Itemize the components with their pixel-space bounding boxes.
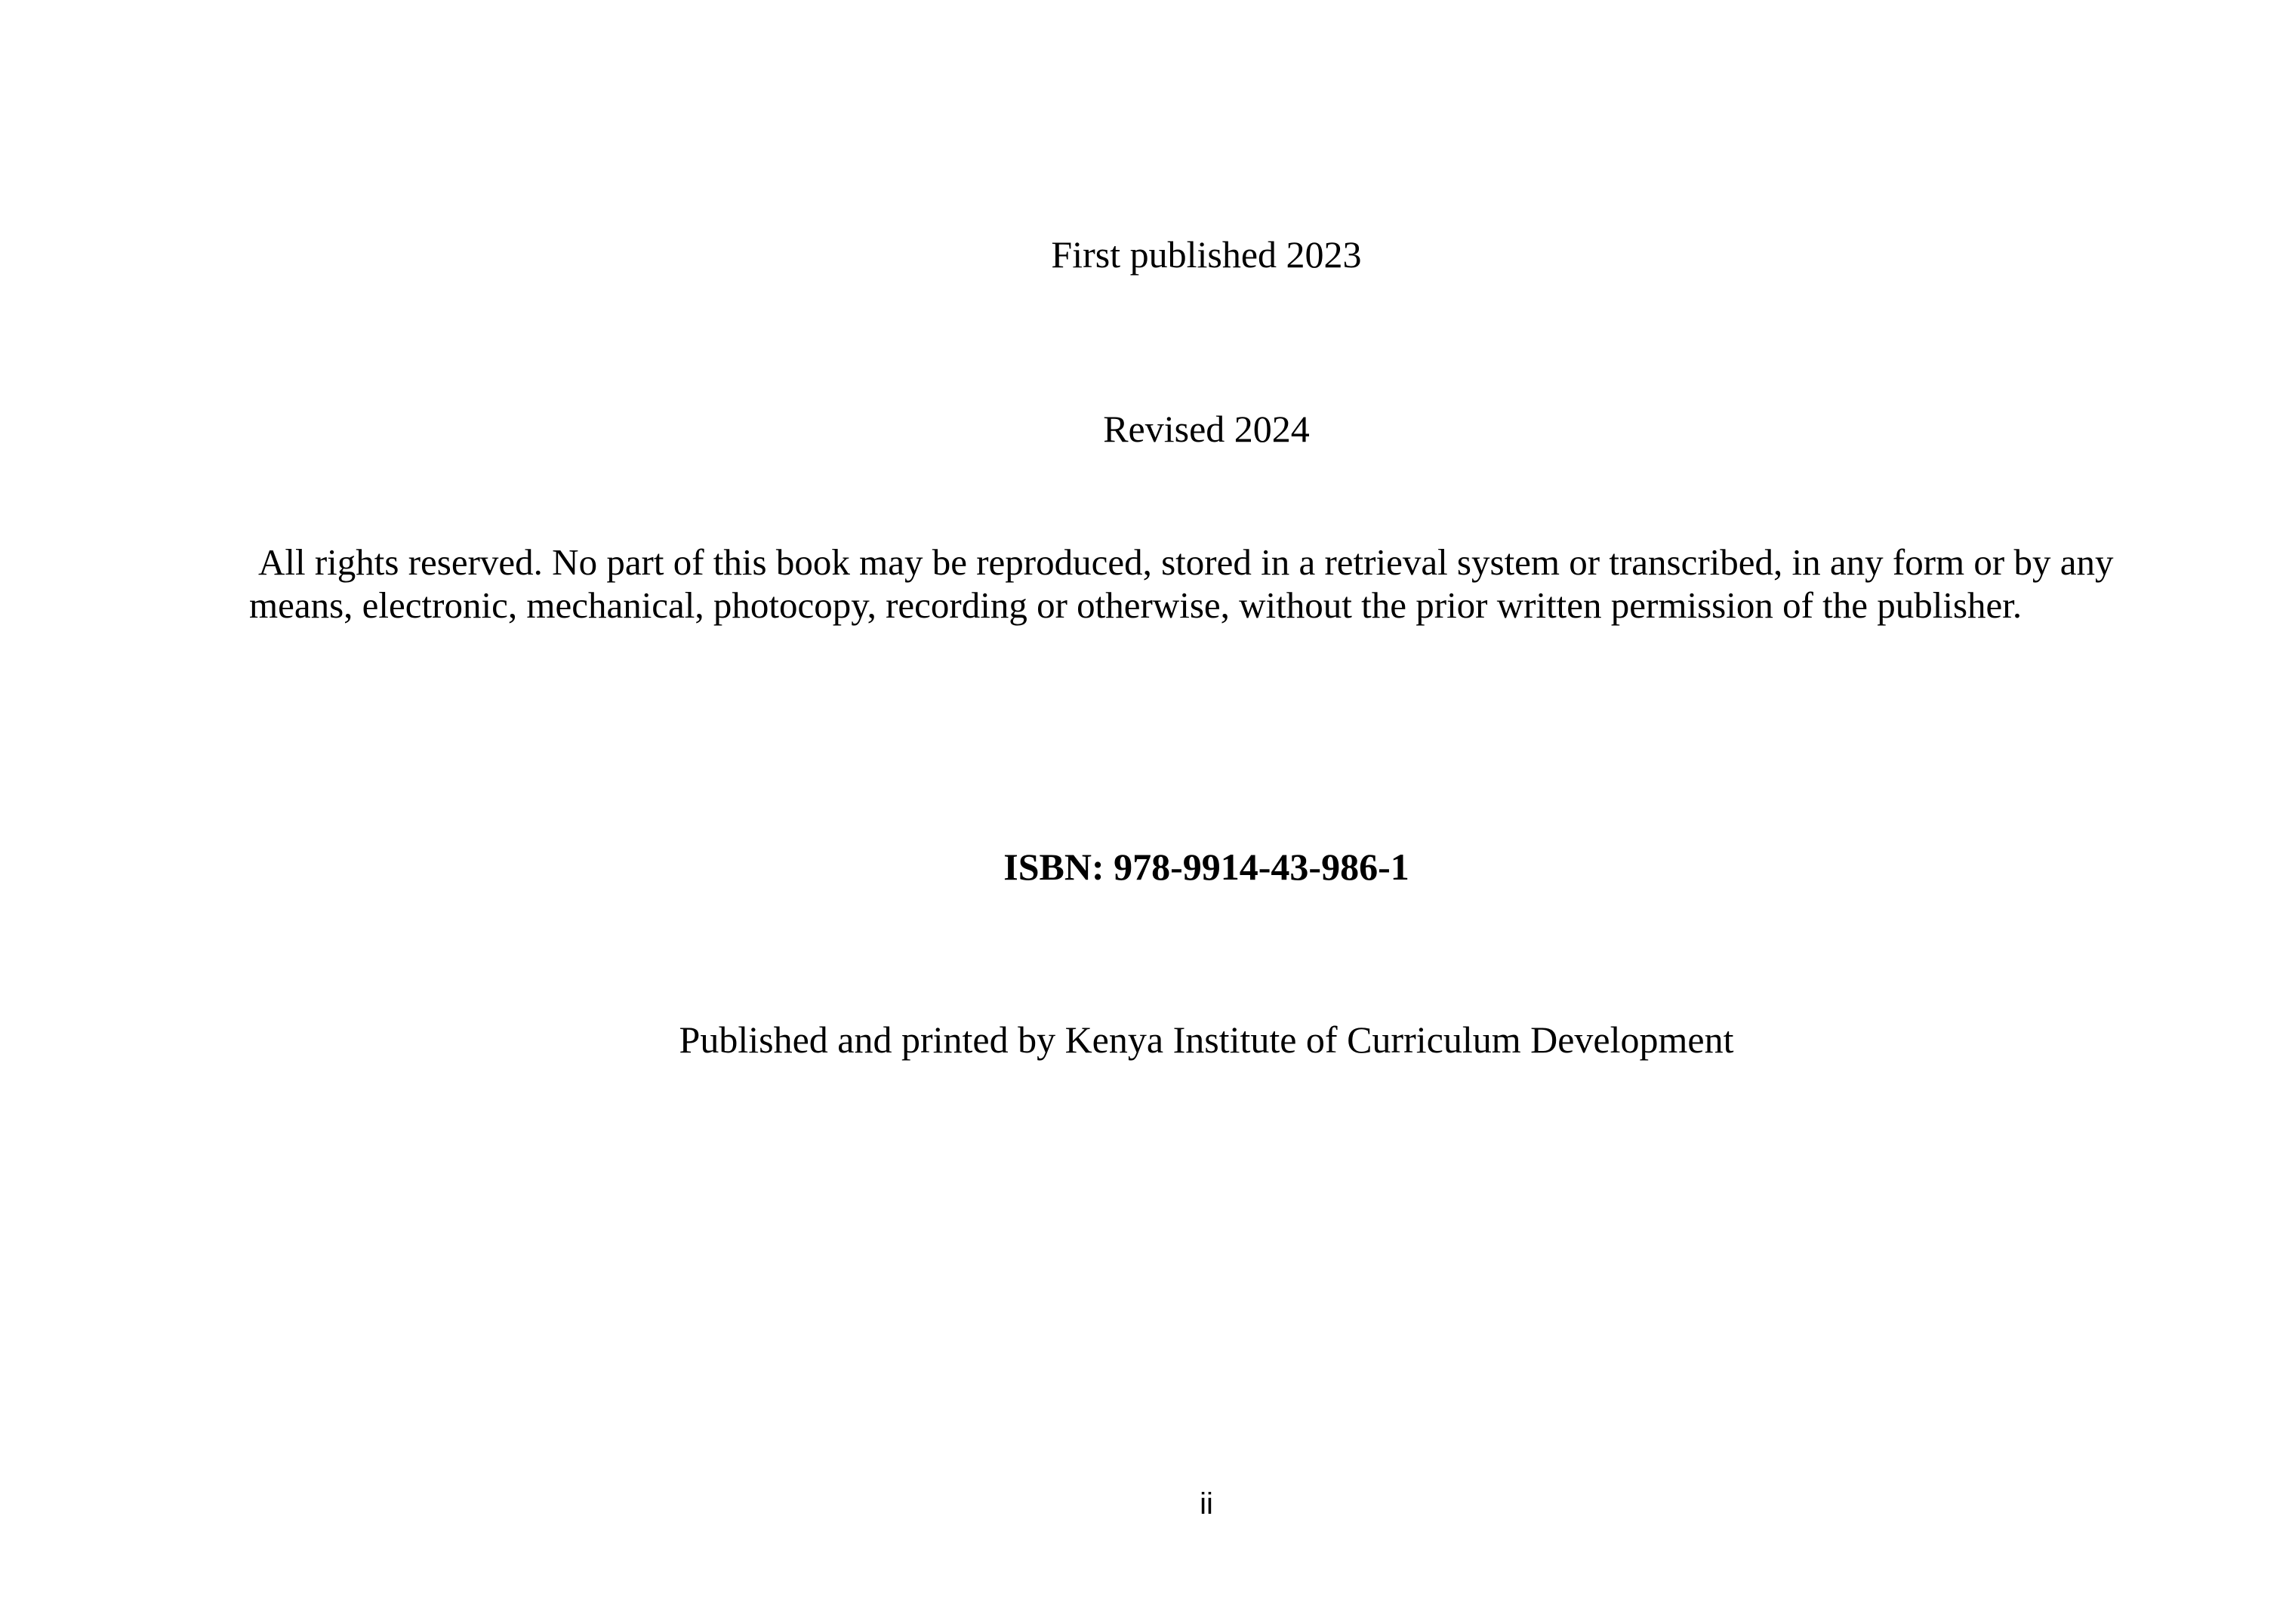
rights-statement-line-2: means, electronic, mechanical, photocopy, recording or otherwise, without the prior written permission of the publisher. [249, 584, 2022, 626]
publisher-text: Published and printed by Kenya Institute of Curriculum Development [679, 1018, 1734, 1061]
first-published-text: First published 2023 [1051, 233, 1362, 276]
rights-statement-line-1: All rights reserved. No part of this book may be reproduced, stored in a retrieval system or transcribed, in any form or by any [258, 541, 2114, 583]
isbn-text: ISBN: 978-9914-43-986-1 [1003, 846, 1409, 888]
page-number: ii [1200, 1487, 1213, 1521]
rights-statement [249, 541, 2182, 627]
revised-text: Revised 2024 [1103, 408, 1310, 450]
